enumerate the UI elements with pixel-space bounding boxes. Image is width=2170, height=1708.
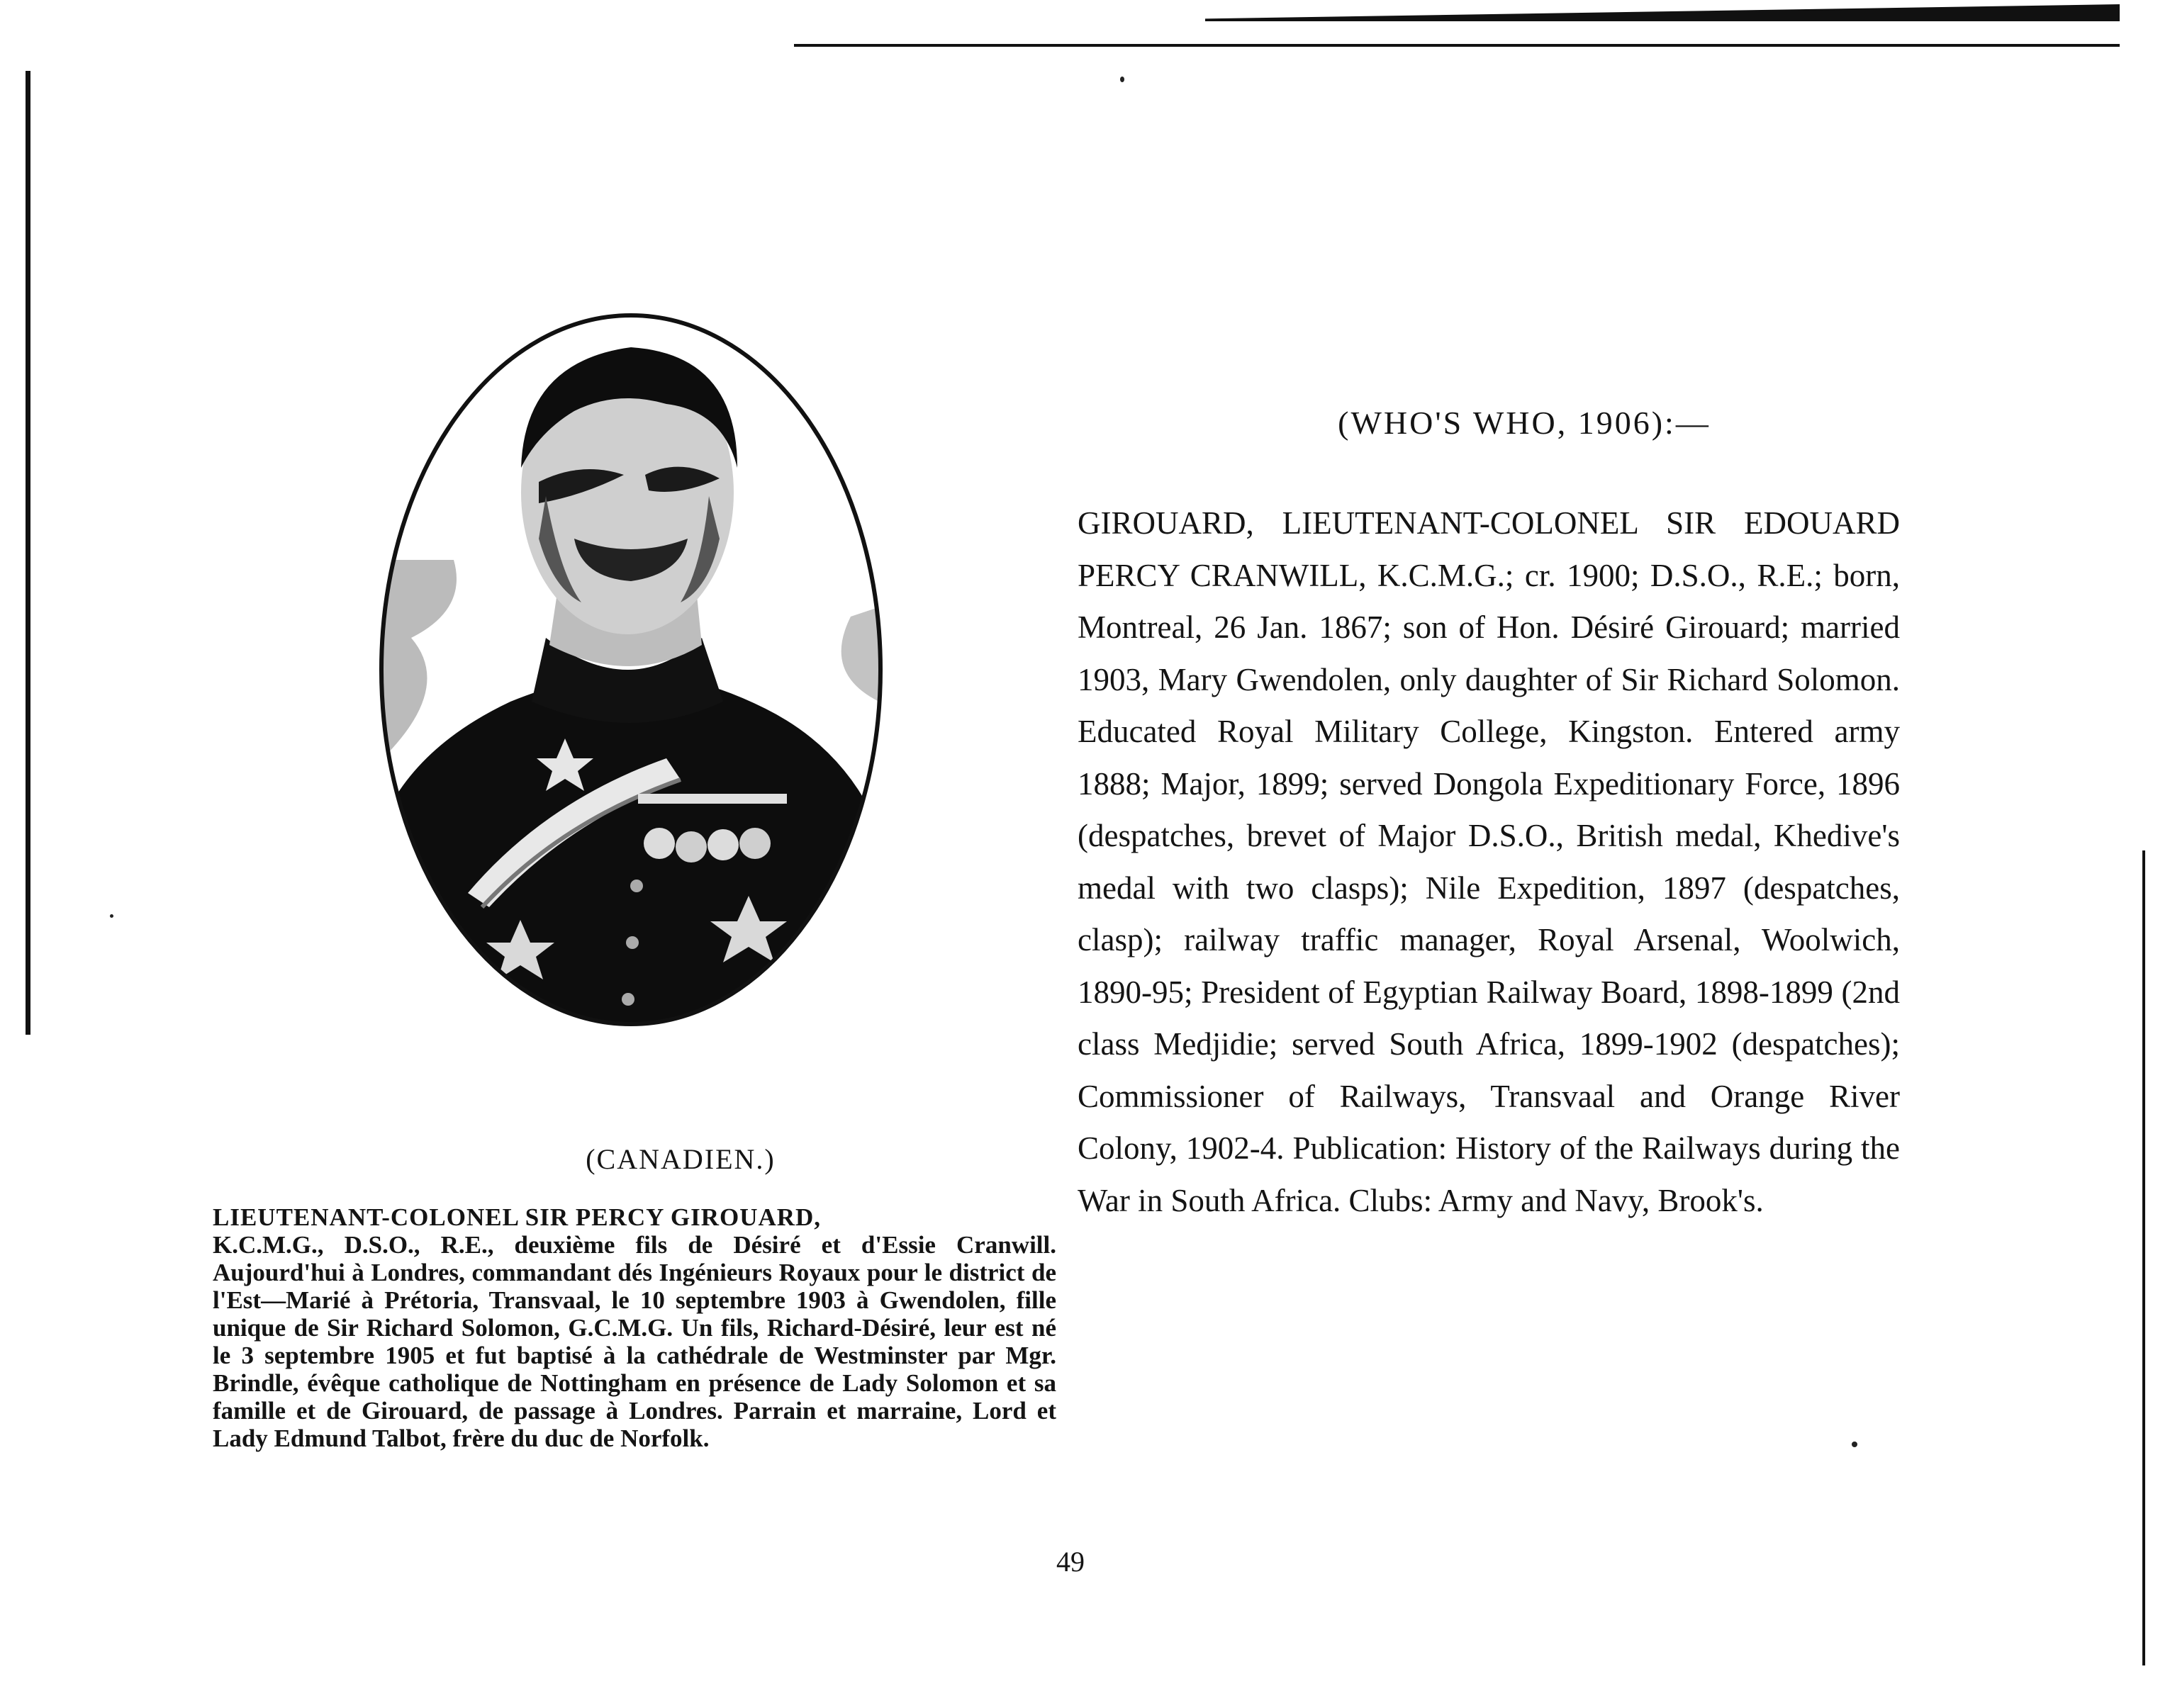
dust-speck (1120, 77, 1124, 82)
page-number: 49 (1056, 1546, 1085, 1578)
right-margin-rule (2142, 850, 2145, 1665)
dust-speck (1852, 1442, 1857, 1447)
oval-portrait-photo (369, 305, 893, 1035)
dust-speck (110, 914, 113, 918)
whos-who-heading: (WHO'S WHO, 1906):— (1338, 405, 1711, 441)
left-margin-rule (26, 71, 30, 1035)
whos-who-entry-text: GIROUARD, LIEUTENANT-COLONEL SIR EDOUARD PERCY CRANWILL, K.C.M.G.; cr. 1900; D.S.O., R.E.; born, Montreal, 26 Jan. 1867; son of Hon. Désiré Girouard; married 1903, Mary Gwendolen, only daughter of Sir Richard Solomon. Educated Royal Military College, Kingston. Entered army 1888; Major, 1899; served Dongola Expeditionary Force, 1896 (despatches, brevet of Major D.S.O., British medal, Khedive's medal with two clasps); Nile Expedition, 1897 (despatches, clasp); railway traffic manager, Royal Arsenal, Woolwich, 1890-95; President of Egyptian Railway Board, 1898-1899 (2nd class Medjidie; served South Africa, 1899-1902 (despatches); Commissioner of Railways, Transvaal and Orange River Colony, 1902-4. Publication: History of the Railways during the War in South Africa. Clubs: Army and Navy, Brook's. (1078, 505, 1900, 1218)
top-rule (794, 44, 2120, 47)
top-rule-thick (1205, 4, 2120, 21)
whos-who-entry (1078, 498, 1900, 1227)
caption-name-line: LIEUTENANT-COLONEL SIR PERCY GIROUARD, (213, 1203, 822, 1231)
caption-text (213, 1203, 1056, 1452)
caption-body-text: K.C.M.G., D.S.O., R.E., deuxième fils de Désiré et d'Essie Cranwill. Aujourd'hui à Londres, commandant dés Ingénieurs Royaux pour le district de l'Est—Marié à Prétoria, Transvaal, le 10 septembre 1903 à Gwendolen, fille unique de Sir Richard Solomon, G.C.M.G. Un fils, Richard-Désiré, leur est né le 3 septembre 1905 et fut baptisé à la cathédrale de Westminster par Mgr. Brindle, évêque catholique de Nottingham en présence de Lady Solomon et sa famille et de Girouard, de passage à Londres. Parrain et marraine, Lord et Lady Edmund Talbot, frère du duc de Norfolk. (213, 1231, 1056, 1452)
caption-heading: (CANADIEN.) (586, 1143, 776, 1175)
